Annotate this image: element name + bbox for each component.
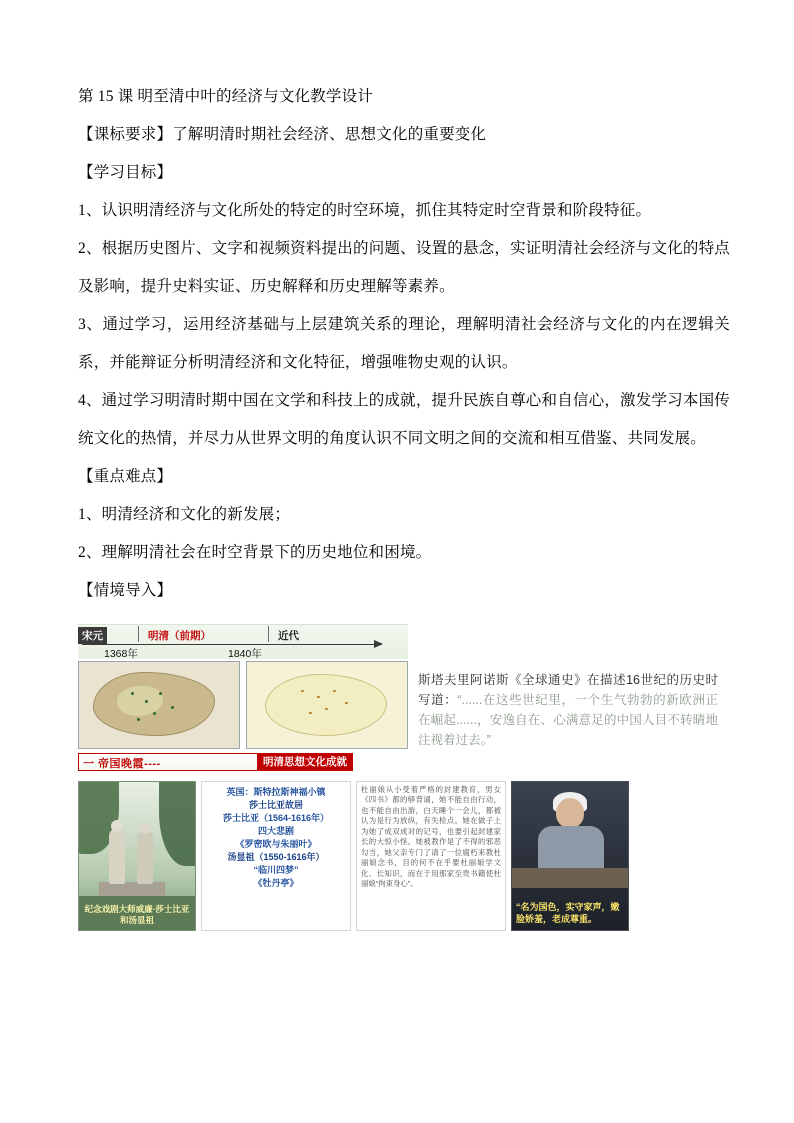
key-point-1: 1、明清经济和文化的新发展； [78, 505, 291, 523]
statue-head-left [111, 820, 123, 832]
statue-figure-right [137, 830, 153, 884]
blue-card-line-6: 汤显祖（1550-1616年） [227, 851, 325, 862]
map-marker [145, 700, 148, 703]
timeline-label-after: 近代 [278, 629, 299, 642]
page-title: 第 15 课 明至清中叶的经济与文化教学设计 [78, 88, 374, 105]
portrait-head [556, 798, 584, 828]
key-difficulty-heading: 【重点难点】 [78, 467, 173, 485]
objective-item-3: 3、通过学习，运用经济基础与上层建筑关系的理论，理解明清社会经济与文化的内在逻辑关系，并能辩证分析明清经济和文化特征，增强唯物史观的认识。 [78, 315, 730, 371]
map-qing-dynasty [246, 661, 408, 749]
quote-body-text: “......在这些世纪里，一个生气勃勃的新欧洲正在崛起......，安逸自在、心满意足的中国人目不转睛地注视着过去。” [418, 692, 718, 748]
map-ming-dynasty [78, 661, 240, 749]
global-history-quote [418, 670, 718, 751]
situation-intro-heading: 【情境导入】 [78, 581, 173, 599]
banner-left-text: 一 帝国晚霞---- [83, 757, 161, 770]
map-marker [325, 708, 328, 711]
portrait-desk [512, 868, 628, 888]
blue-text-card [201, 781, 351, 931]
map-marker [317, 696, 320, 699]
statue-photo-panel [78, 781, 196, 931]
dense-text-panel [356, 781, 506, 931]
statue-figure-left [109, 828, 125, 884]
key-point-2: 2、理解明清社会在时空背景下的历史地位和困境。 [78, 543, 432, 561]
map-marker [159, 692, 162, 695]
map-marker [153, 712, 156, 715]
objective-item-4: 4、通过学习明清时期中国在文学和科技上的成就，提升民族自尊心和自信心，激发学习本国传统文化的热情，并尽力从世界文明的角度认识不同文明之间的交流和相互借鉴、共同发展。 [78, 391, 730, 447]
section-banner [78, 753, 353, 771]
blue-card-line-7: “临川四梦” [253, 864, 299, 875]
map-marker [131, 692, 134, 695]
map-landmass [265, 674, 387, 736]
map-marker [345, 702, 348, 705]
timeline-year-end: 1840年 [228, 647, 262, 660]
quote-lead-text: 斯塔夫里阿诺斯《全球通史》在描述16世纪的历史时写道： [418, 672, 718, 707]
map-marker [301, 690, 304, 693]
dense-text-body: 杜丽娘从小受着严格的封建教育，男女《四书》都的够背诵，她不能自由行动，也不能自由出游，白天睡个一会儿，都被认为是行为放纵，有失检点。她在做子上为她了成双成对的记号，也要引起封建家长的大惊小怪。她被教作是了不得的邪恶勾当，她父亲专门了请了一位腐朽来教杜丽娘念书，目的何不在乎要杜丽娘学文化、长知识，而在于用那家至贵书籍使杜丽娘“拘束身心”。 [361, 784, 501, 889]
timeline-divider-right [268, 626, 269, 642]
objective-item-2: 2、根据历史图片、文字和视频资料提出的问题、设置的悬念，实证明清社会经济与文化的特点及影响，提升史料实证、历史解释和历史理解等素养。 [78, 239, 730, 295]
banner-badge: 明清思想文化成就 [257, 753, 353, 771]
timeline-graphic [78, 624, 408, 659]
map-marker [137, 718, 140, 721]
blue-card-line-5: 《罗密欧与朱丽叶》 [235, 838, 317, 849]
blue-card-line-2: 莎士比亚故居 [248, 799, 303, 810]
blue-card-line-8: 《牡丹亭》 [253, 877, 299, 888]
course-standard-requirement: 【课标要求】了解明清时期社会经济、思想文化的重要变化 [78, 125, 487, 143]
panels-row [78, 781, 728, 931]
map-marker [333, 690, 336, 693]
portrait-caption: “名为国色，实守家声，嫩脸娇羞，老成尊重。 [516, 902, 620, 924]
blue-card-line-1: 英国：斯特拉斯神福小镇 [226, 786, 326, 797]
illustration-figure [78, 624, 728, 931]
timeline-divider-left [138, 626, 139, 642]
learning-objectives-heading: 【学习目标】 [78, 163, 173, 181]
statue-head-right [139, 822, 151, 834]
portrait-photo-panel [511, 781, 629, 931]
portrait-body [538, 826, 604, 872]
blue-card-line-4: 四大悲剧 [257, 825, 294, 836]
timeline-label-before: 宋元 [78, 627, 107, 644]
map-marker [171, 706, 174, 709]
map-marker [309, 712, 312, 715]
timeline-year-start: 1368年 [104, 647, 138, 660]
objective-item-1: 1、认识明清经济与文化所处的特定的时空环境，抓住其特定时空背景和阶段特征。 [78, 201, 652, 219]
timeline-label-main: 明清（前期） [148, 629, 211, 642]
blue-card-line-3: 莎士比亚（1564-1616年） [222, 812, 330, 823]
statue-caption: 纪念戏剧大师威廉·莎士比亚和汤显祖 [84, 904, 190, 925]
maps-row [78, 661, 408, 749]
